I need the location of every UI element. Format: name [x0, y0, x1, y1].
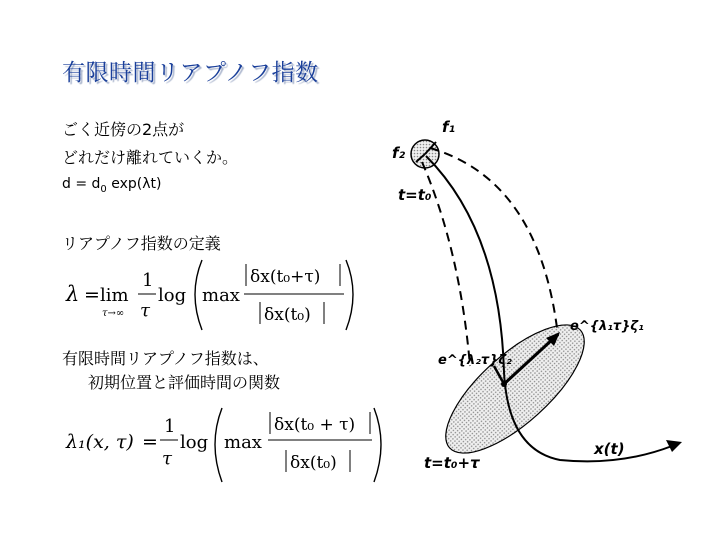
intro-line-1: ごく近傍の2点が — [62, 120, 185, 139]
eq2-equals: = — [142, 431, 158, 453]
eq1-tau: τ — [140, 300, 150, 321]
ftle-equation — [60, 404, 390, 488]
eq1-one: 1 — [142, 270, 154, 291]
eq1-denominator: δx(t₀) — [264, 305, 311, 325]
t-start-label: t=t₀ — [398, 186, 432, 204]
eq2-left-paren — [215, 408, 222, 482]
eq2-denominator: δx(t₀) — [290, 453, 337, 473]
trajectory-arrowhead — [666, 440, 682, 452]
eq1-left-paren — [195, 260, 202, 330]
eq2-one: 1 — [164, 416, 176, 437]
distance-formula-sub: 0 — [100, 183, 107, 195]
eq1-lambda: λ — [66, 282, 80, 306]
zeta2-label: e^{λ₂τ}ζ₂ — [438, 353, 512, 368]
ftle-heading-2: 初期位置と評価時間の関数 — [88, 373, 281, 392]
f1-label: f₁ — [442, 118, 456, 136]
distance-formula-rhs: exp(λt) — [106, 176, 162, 192]
eq1-max: max — [202, 285, 240, 306]
eq1-equals: = — [84, 284, 100, 306]
intro-line-2: どれだけ離れていくか。 — [62, 148, 239, 167]
distance-formula-lhs: d = d — [62, 176, 101, 192]
t-end-label: t=t₀+τ — [424, 454, 480, 472]
dashed-trajectory-1 — [430, 148, 558, 336]
ftle-heading-1: 有限時間リアプノフ指数は、 — [62, 349, 269, 368]
eq1-numerator: δx(t₀+τ) — [250, 267, 321, 287]
zeta1-label: e^{λ₁τ}ζ₁ — [570, 319, 644, 334]
trajectory-figure — [380, 110, 700, 490]
lyapunov-definition-equation — [60, 256, 360, 336]
eq1-lim: lim — [100, 285, 129, 306]
x-t-label: x(t) — [594, 440, 625, 458]
eq1-lim-sub: τ→∞ — [102, 308, 125, 319]
eq1-right-paren — [346, 260, 353, 330]
distance-formula — [62, 176, 161, 195]
slide-title: 有限時間リアプノフ指数 — [62, 60, 319, 86]
trajectory-point — [501, 381, 507, 387]
eq2-numerator: δx(t₀ + τ) — [274, 415, 356, 435]
eq1-log: log — [158, 285, 187, 306]
eq2-max: max — [224, 432, 262, 453]
definition-heading: リアプノフ指数の定義 — [62, 234, 221, 253]
eq2-tau: τ — [162, 448, 172, 469]
f2-label: f₂ — [392, 144, 406, 162]
eq2-lhs: λ₁(x, τ) — [66, 431, 134, 453]
eq2-log: log — [180, 432, 209, 453]
